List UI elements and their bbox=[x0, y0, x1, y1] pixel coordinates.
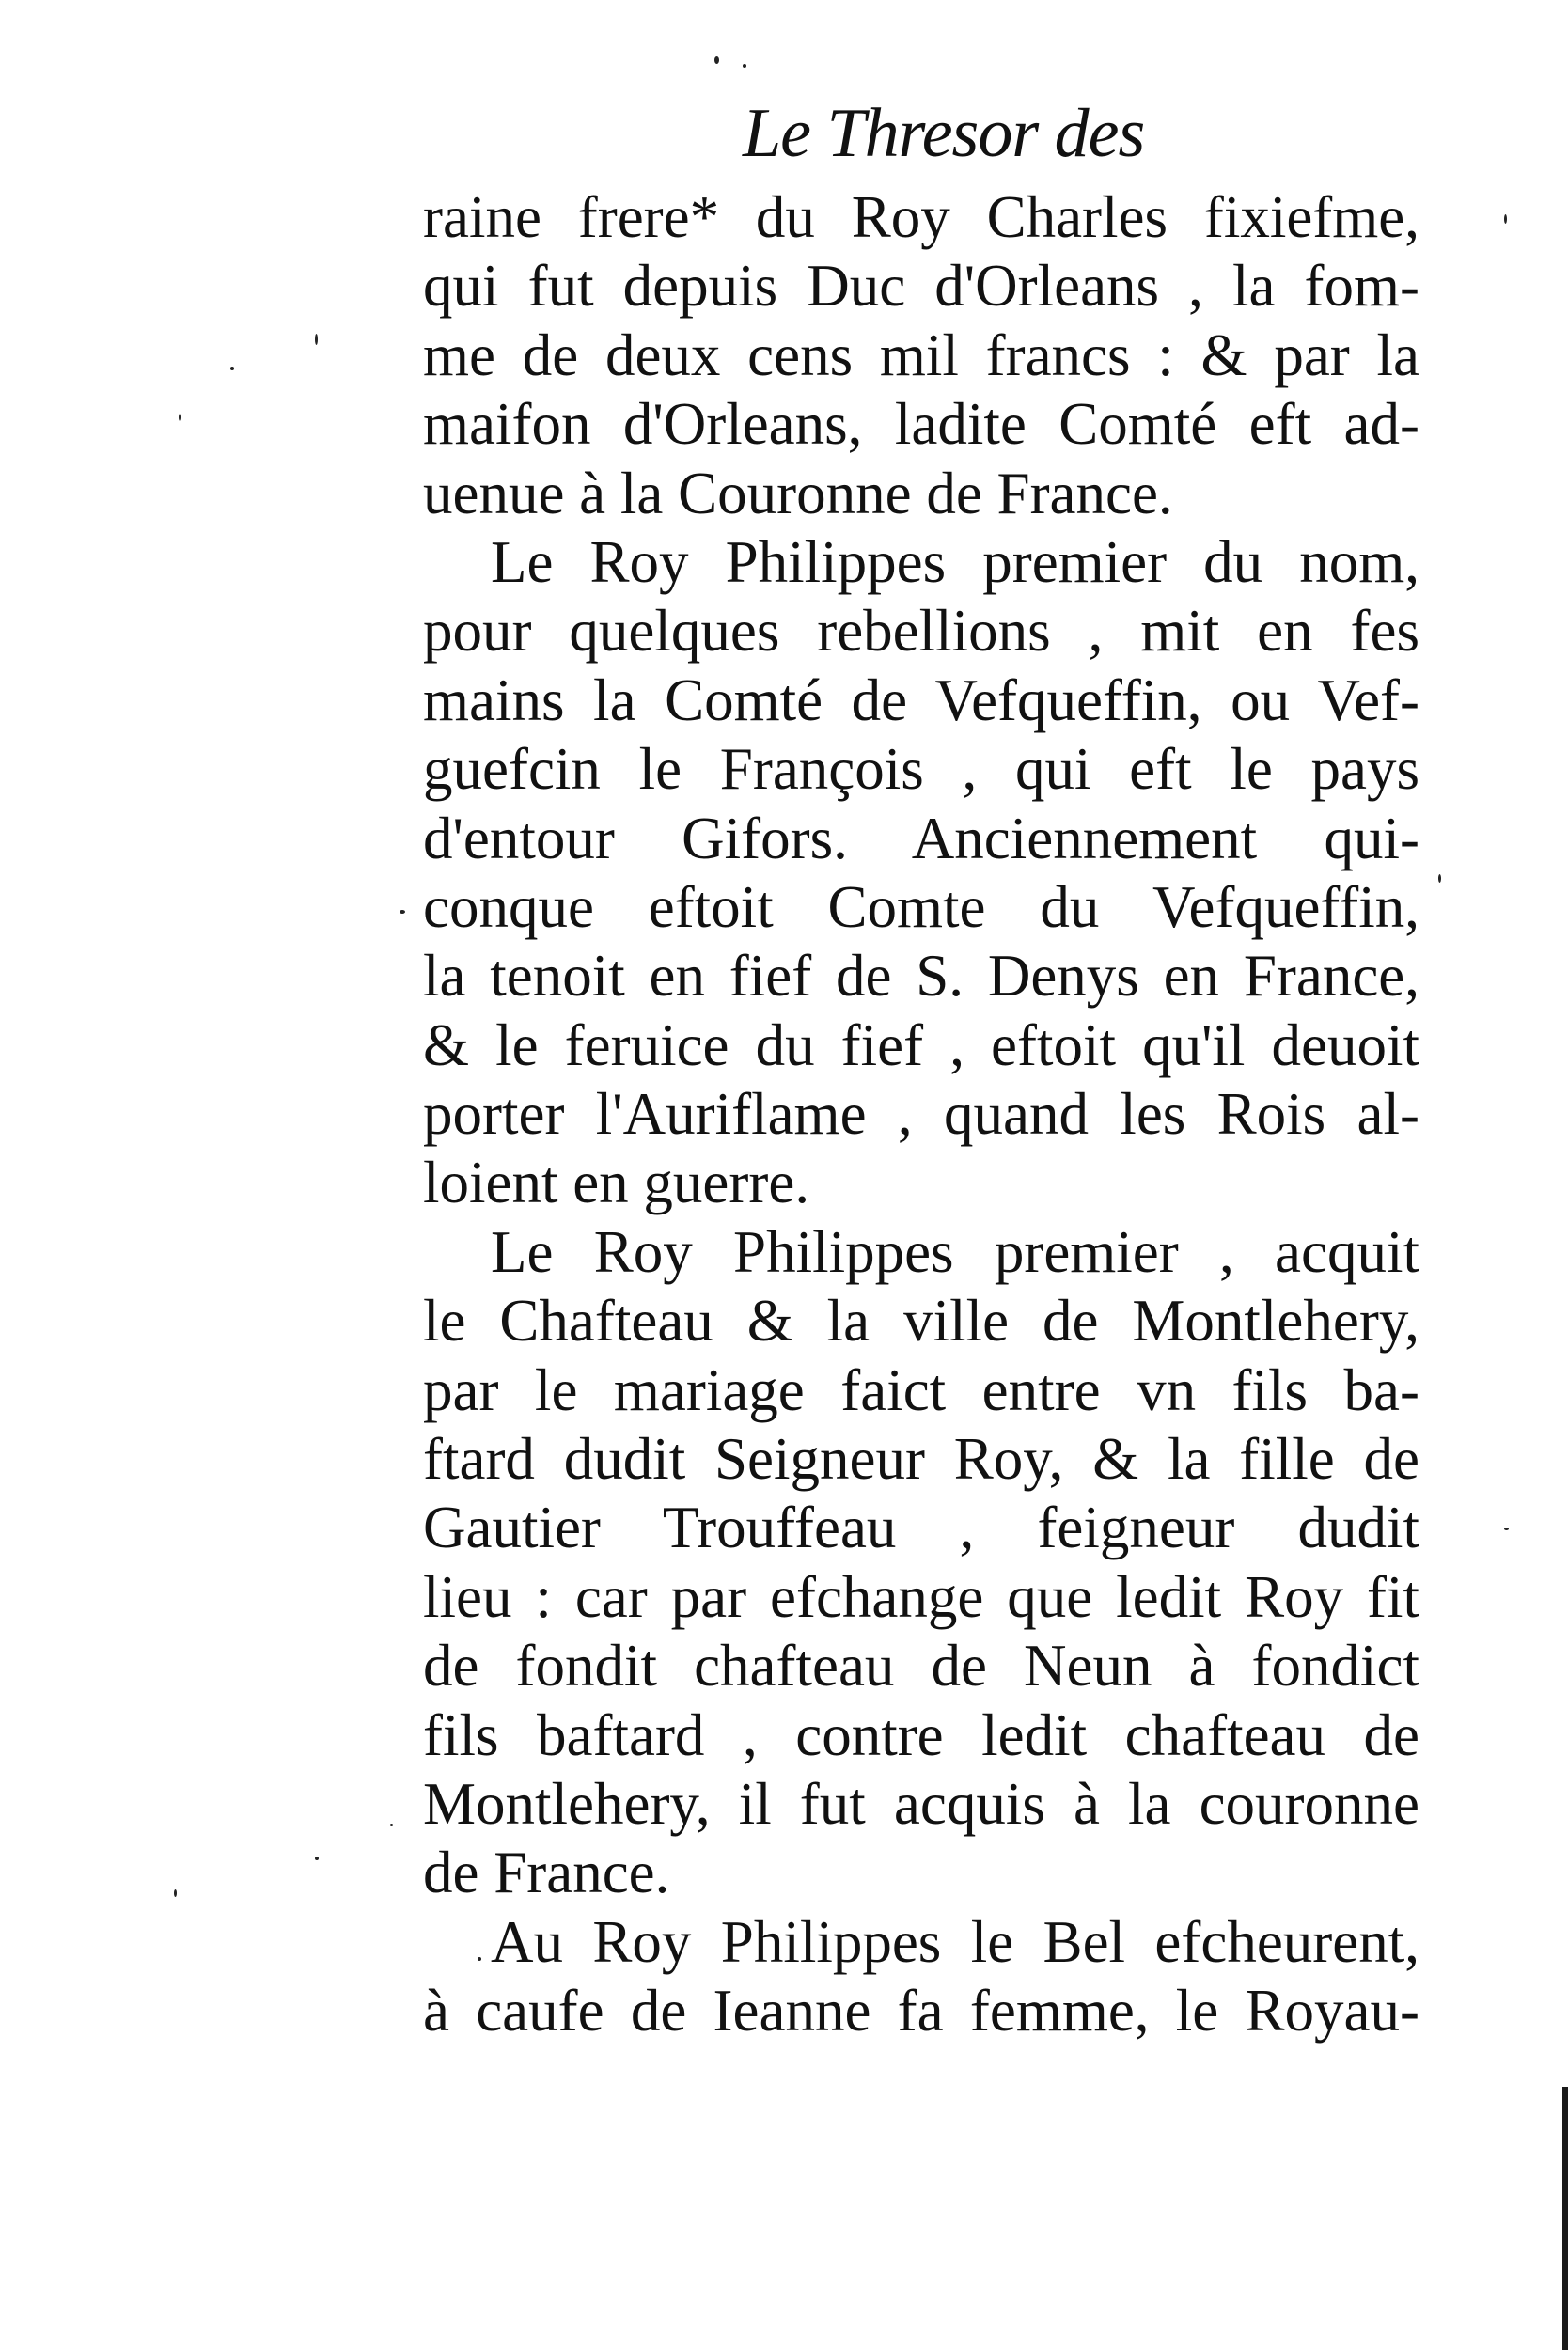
text-line: Gautier Trouffeau , feigneur dudit bbox=[423, 1495, 1419, 1561]
page-edge-shadow bbox=[1562, 2087, 1568, 2350]
text-line: le Chafteau & la ville de Montlehery, bbox=[423, 1288, 1419, 1355]
text-line: guefcin le François , qui eft le pays bbox=[423, 736, 1419, 803]
text-line: porter l'Auriflame , quand les Rois al- bbox=[423, 1081, 1419, 1148]
text-line: la tenoit en fief de S. Denys en France, bbox=[423, 943, 1419, 1010]
text-line: de fondit chafteau de Neun à fondict bbox=[423, 1633, 1419, 1700]
text-line: maifon d'Orleans, ladite Comté eft ad- bbox=[423, 391, 1419, 458]
print-speck bbox=[714, 56, 719, 64]
print-speck bbox=[1504, 1528, 1509, 1530]
text-line: ftard dudit Seigneur Roy, & la fille de bbox=[423, 1426, 1419, 1493]
print-speck bbox=[478, 1957, 481, 1961]
print-speck bbox=[179, 414, 181, 421]
text-line: de France. bbox=[423, 1840, 670, 1906]
text-line: par le mariage faict entre vn fils ba- bbox=[423, 1356, 1419, 1423]
text-line: à caufe de Ieanne fa femme, le Royau- bbox=[423, 1978, 1419, 2044]
running-head: Le Thresor des bbox=[743, 95, 1145, 172]
print-speck bbox=[1504, 214, 1507, 224]
text-line: Montlehery, il fut acquis à la couronne bbox=[423, 1770, 1419, 1837]
print-speck bbox=[390, 1824, 393, 1826]
text-line: uenue à la Couronne de France. bbox=[423, 460, 1173, 526]
print-speck bbox=[1438, 874, 1441, 883]
text-line: fils baftard , contre ledit chafteau de bbox=[423, 1701, 1419, 1768]
print-speck bbox=[315, 334, 318, 345]
text-line: loient en guerre. bbox=[423, 1150, 810, 1216]
print-speck bbox=[230, 367, 234, 370]
text-line: & le feruice du fief , eftoit qu'il deuoit bbox=[423, 1011, 1419, 1078]
text-line: Au Roy Philippes le Bel efcheurent, bbox=[491, 1908, 1419, 1975]
text-line: lieu : car par efchange que ledit Roy fit bbox=[423, 1563, 1419, 1630]
text-line: conque eftoit Comte du Vefqueffin, bbox=[423, 873, 1419, 940]
text-line: d'entour Gifors. Anciennement qui- bbox=[423, 805, 1419, 871]
text-line: pour quelques rebellions , mit en fes bbox=[423, 598, 1419, 665]
print-speck bbox=[743, 64, 746, 68]
text-line: Le Roy Philippes premier du nom, bbox=[491, 528, 1419, 595]
print-speck bbox=[400, 910, 405, 914]
text-line: raine frere* du Roy Charles fixiefme, bbox=[423, 184, 1419, 250]
print-speck bbox=[174, 1889, 177, 1897]
text-line: me de deux cens mil francs : & par la bbox=[423, 321, 1419, 388]
text-line: qui fut depuis Duc d'Orleans , la fom- bbox=[423, 253, 1419, 320]
text-line: Le Roy Philippes premier , acquit bbox=[491, 1218, 1419, 1285]
body-text bbox=[423, 183, 1419, 2046]
text-line: mains la Comté de Vefqueffin, ou Vef- bbox=[423, 666, 1419, 733]
print-speck bbox=[315, 1856, 319, 1860]
